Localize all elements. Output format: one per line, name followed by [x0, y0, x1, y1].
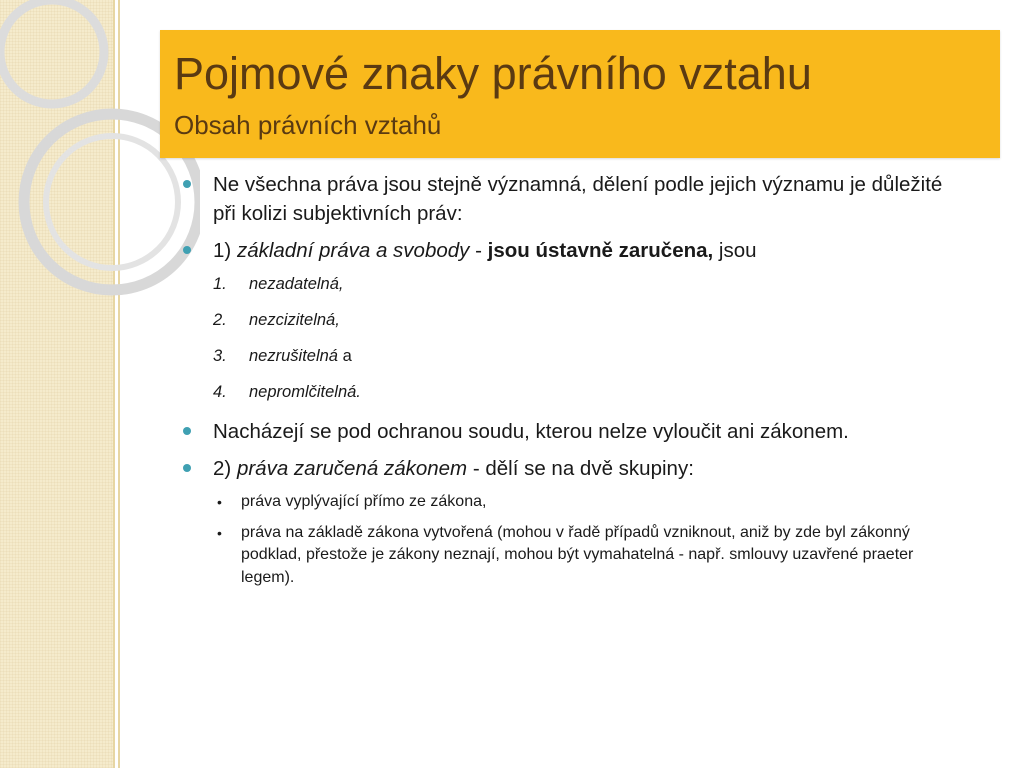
item-text: nepromlčitelná.: [249, 383, 361, 401]
numbered-item: [183, 345, 963, 367]
numbered-item: [183, 309, 963, 331]
bullet-suffix: - dělí se na dvě skupiny:: [467, 457, 694, 480]
slide-subtitle: Obsah právních vztahů: [174, 110, 442, 140]
item-number: 1.: [213, 275, 227, 293]
item-number: 3.: [213, 347, 227, 365]
bullet-item: [183, 170, 963, 228]
sub-bullet-item: [183, 522, 963, 590]
bullet-dot-icon: [183, 427, 191, 435]
bullet-prefix: 1): [213, 239, 237, 262]
bullet-text: Ne všechna práva jsou stejně významná, dělení podle jejich významu je důležité při kolizi subjektivních práv:: [213, 173, 943, 225]
item-text: nezrušitelná: [249, 347, 338, 365]
bullet-suffix: jsou: [713, 239, 757, 262]
bullet-item: [183, 454, 963, 483]
slide-content: [183, 170, 963, 597]
bullet-item: [183, 236, 963, 265]
sub-bullet-text: práva vyplývající přímo ze zákona,: [241, 493, 487, 510]
bullet-dash: -: [469, 239, 488, 262]
sub-bullet-dot-icon: •: [217, 524, 222, 541]
numbered-item: [183, 273, 963, 295]
sub-bullet-text: práva na základě zákona vytvořená (mohou v řadě případů vzniknout, aniž by zde byl zákonný podklad, přestože je zákony neznají, mohou být vymahatelná - např. smlouvy uzavřené praeter legem).: [241, 523, 914, 586]
item-tail: a: [337, 347, 352, 365]
numbered-item: [183, 381, 963, 403]
bullet-dot-icon: [183, 246, 191, 254]
bullet-text: Nacházejí se pod ochranou soudu, kterou nelze vyloučit ani zákonem.: [213, 420, 849, 443]
bullet-dot-icon: [183, 180, 191, 188]
bullet-item: [183, 417, 963, 446]
sub-bullet-dot-icon: •: [217, 494, 222, 510]
item-number: 4.: [213, 383, 227, 401]
bullet-italic-text: práva zaručená zákonem: [236, 457, 468, 480]
bullet-italic-text: základní práva a svobody: [236, 239, 470, 262]
item-text: nezcizitelná,: [249, 311, 340, 329]
bullet-bold-text: jsou ústavně zaručena,: [487, 239, 714, 262]
slide-title: Pojmové znaky právního vztahu: [174, 48, 812, 99]
title-banner: [160, 30, 1000, 158]
item-text: nezadatelná,: [249, 275, 344, 293]
bullet-prefix: 2): [213, 457, 237, 480]
item-number: 2.: [213, 311, 227, 329]
sub-bullet-item: [183, 491, 963, 514]
bullet-dot-icon: [183, 464, 191, 472]
